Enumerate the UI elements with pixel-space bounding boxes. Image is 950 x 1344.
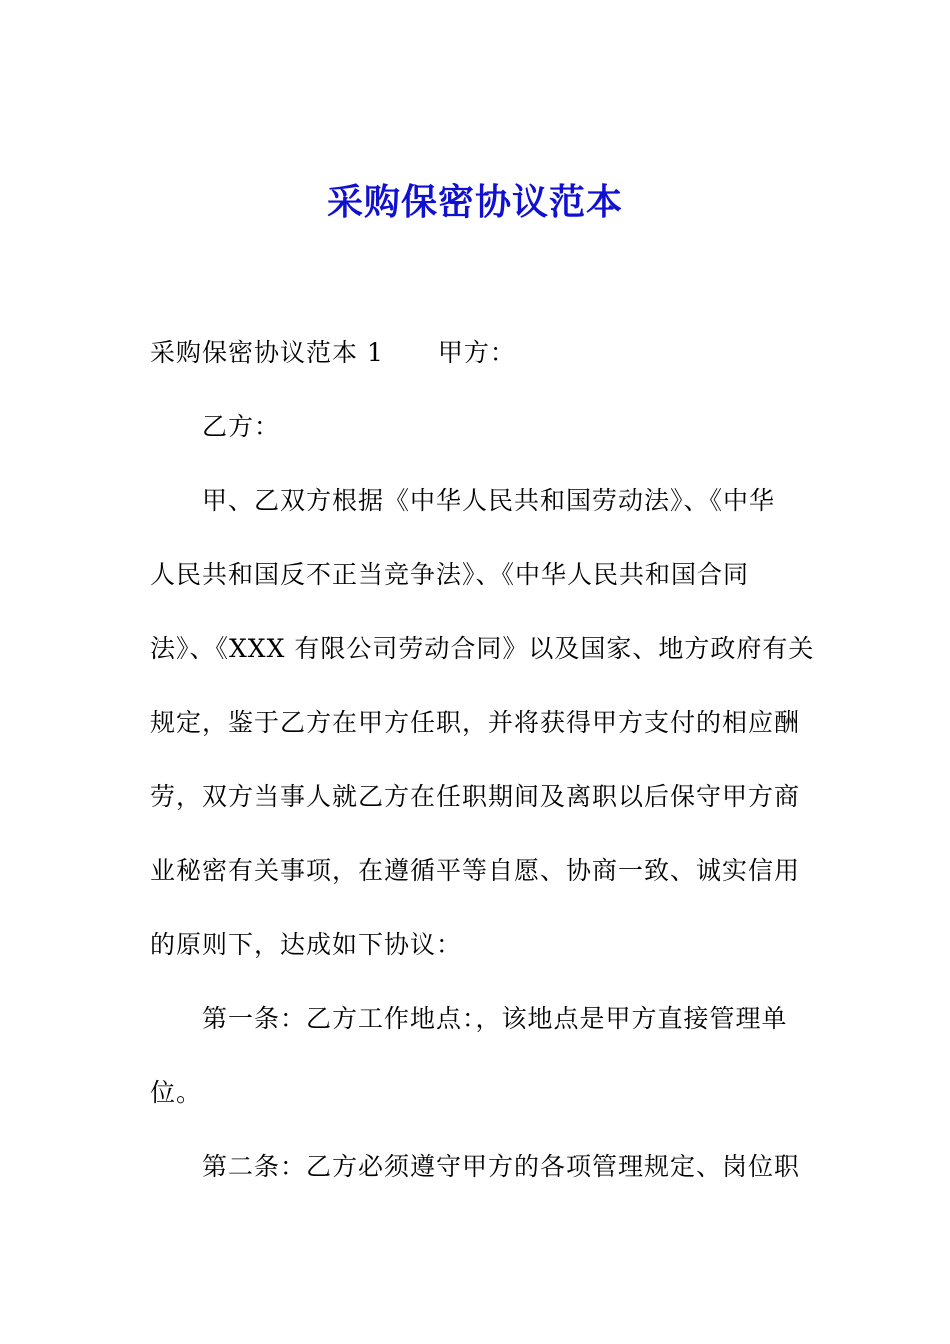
paragraph-line: 规定，鉴于乙方在甲方任职，并将获得甲方支付的相应酬 xyxy=(150,708,801,737)
article-1-line: 位。 xyxy=(150,1078,203,1107)
paragraph-line: 的原则下，达成如下协议： xyxy=(150,930,463,959)
party-b-label: 乙方： xyxy=(202,412,281,441)
paragraph-line: 法》、《XXX 有限公司劳动合同》以及国家、地方政府有关 xyxy=(150,634,815,663)
paragraph-line: 人民共和国反不正当竞争法》、《中华人民共和国合同 xyxy=(150,560,750,589)
paragraph-line: 业秘密有关事项，在遵循平等自愿、协商一致、诚实信用 xyxy=(150,856,801,885)
paragraph-line: 劳，双方当事人就乙方在任职期间及离职以后保守甲方商 xyxy=(150,782,801,811)
party-a-label: 甲方： xyxy=(437,338,516,367)
paragraph-line: 甲、乙双方根据《中华人民共和国劳动法》、《中华 xyxy=(202,486,776,515)
article-1-line: 第一条：乙方工作地点：，该地点是甲方直接管理单 xyxy=(202,1004,788,1033)
agreement-heading: 采购保密协议范本 1 xyxy=(150,338,384,367)
heading-line xyxy=(150,333,810,373)
document-title: 采购保密协议范本 xyxy=(326,181,623,223)
article-2-line: 第二条：乙方必须遵守甲方的各项管理规定、岗位职 xyxy=(202,1152,801,1181)
